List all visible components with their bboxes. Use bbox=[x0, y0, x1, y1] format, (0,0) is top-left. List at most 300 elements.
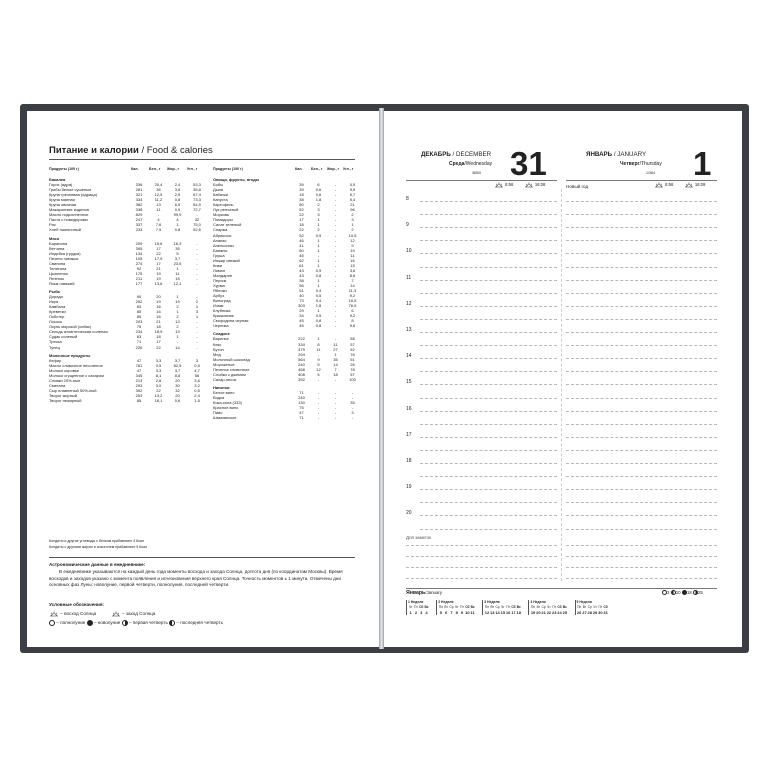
fat-value: 23,5 bbox=[173, 260, 182, 266]
protein-value: 1 bbox=[317, 282, 320, 288]
carbs-value: 5,7 bbox=[349, 192, 356, 198]
col2-header-name: Продукты (100 г) bbox=[213, 167, 243, 171]
food-name: Цыпленок bbox=[49, 270, 68, 276]
writing-line[interactable] bbox=[566, 201, 717, 202]
writing-line[interactable] bbox=[566, 450, 717, 451]
writing-line[interactable] bbox=[566, 489, 717, 490]
mini-day[interactable]: 19 bbox=[530, 609, 536, 615]
notes-line[interactable] bbox=[406, 556, 557, 557]
food-name: Индейка (грудка) bbox=[49, 250, 81, 256]
protein-value: 1 bbox=[317, 237, 320, 243]
food-name: Варенье bbox=[213, 336, 229, 342]
food-name: Молоко коровье bbox=[49, 367, 80, 373]
writing-line[interactable] bbox=[566, 437, 717, 438]
protein-value: 2 bbox=[317, 202, 320, 208]
fat-value: - bbox=[334, 313, 337, 319]
fat-value: 0,8 bbox=[174, 197, 181, 203]
writing-line[interactable] bbox=[566, 293, 717, 294]
protein-value: 22 bbox=[156, 344, 161, 350]
sunset-icon bbox=[111, 611, 121, 617]
protein-value: 2 bbox=[317, 227, 320, 233]
food-name: Киви bbox=[213, 262, 222, 268]
mini-day[interactable]: 12 bbox=[484, 609, 490, 615]
kcal-value: 46 bbox=[299, 237, 304, 243]
protein-value: 17 bbox=[156, 260, 161, 266]
writing-line[interactable] bbox=[420, 529, 557, 530]
category-label: Сладкое bbox=[213, 331, 230, 337]
mini-day[interactable]: 16 bbox=[505, 609, 511, 615]
writing-line[interactable] bbox=[420, 345, 557, 346]
title-ru: Питание и калории bbox=[49, 145, 139, 156]
kcal-value: 47 bbox=[136, 367, 142, 373]
legend-full-label: – полнолуние bbox=[56, 620, 86, 626]
kcal-value: 47 bbox=[136, 357, 142, 363]
col1-header-kcal: Кал. bbox=[131, 167, 139, 171]
kcal-value: 56 bbox=[299, 282, 304, 288]
notes-line[interactable] bbox=[406, 545, 557, 546]
mini-day[interactable]: 25 bbox=[562, 609, 568, 615]
writing-line[interactable] bbox=[566, 398, 717, 399]
food-name: Творог нежирный bbox=[49, 397, 82, 403]
weekday-abbr: Вс bbox=[516, 604, 521, 609]
title-en: / Food & calories bbox=[141, 145, 213, 156]
mini-day[interactable]: 4 bbox=[425, 609, 428, 615]
kcal-value: 479 bbox=[298, 346, 305, 352]
kcal-value: 92 bbox=[136, 265, 142, 271]
writing-line[interactable] bbox=[566, 240, 717, 241]
fat-value: - bbox=[334, 410, 337, 416]
writing-line[interactable] bbox=[420, 476, 557, 477]
fat-value: 18 bbox=[333, 371, 338, 377]
carbs-value: 7 bbox=[351, 277, 354, 283]
kcal-value: 39 bbox=[299, 187, 304, 193]
fat-value: - bbox=[334, 277, 337, 283]
mini-day[interactable]: 7 bbox=[450, 609, 453, 615]
mini-day[interactable]: 2 bbox=[414, 609, 418, 615]
dec-month-ru: ДЕКАБРЬ bbox=[421, 151, 451, 158]
right-page bbox=[384, 111, 742, 647]
mini-day[interactable]: 14 bbox=[495, 609, 500, 615]
jan-weekday-en: /Thursday bbox=[639, 161, 662, 167]
mini-day[interactable]: 21 bbox=[541, 609, 546, 615]
protein-value: 7,6 bbox=[155, 222, 162, 228]
food-name: Икра bbox=[49, 299, 59, 305]
protein-value: - bbox=[317, 415, 320, 421]
hour-label: 19 bbox=[406, 484, 412, 491]
carbs-value: 0,5 bbox=[194, 362, 200, 368]
protein-value: 0,9 bbox=[315, 232, 322, 238]
protein-value: 7,9 bbox=[155, 227, 162, 233]
writing-line[interactable] bbox=[420, 411, 557, 412]
writing-line[interactable] bbox=[420, 384, 557, 385]
writing-line[interactable] bbox=[566, 267, 717, 268]
mini-day[interactable]: 3 bbox=[420, 609, 423, 615]
sunset-icon bbox=[524, 182, 534, 188]
carbs-value: 15 bbox=[350, 262, 355, 268]
legend-sun-row bbox=[49, 611, 155, 617]
dec-weekday bbox=[449, 161, 492, 167]
category-label: Овощи, фрукты, ягоды bbox=[213, 177, 260, 182]
kcal-value: 75 bbox=[136, 324, 142, 330]
kcal-value: 252 bbox=[135, 299, 143, 305]
writing-line[interactable] bbox=[566, 319, 717, 320]
hour-label: 12 bbox=[406, 300, 412, 307]
col2-header-kcal: Кал. bbox=[295, 167, 303, 171]
kcal-value: 392 bbox=[298, 376, 305, 382]
writing-line[interactable] bbox=[566, 358, 717, 359]
jan-holiday-note: Новый год bbox=[566, 184, 589, 189]
carbs-value: 19 bbox=[350, 247, 355, 253]
carbs-value: 14 bbox=[350, 282, 355, 288]
mini-day[interactable]: 27 bbox=[582, 609, 587, 615]
writing-line[interactable] bbox=[420, 332, 557, 333]
mini-day[interactable]: 30 bbox=[598, 609, 603, 615]
kcal-value: 392 bbox=[135, 387, 143, 393]
fat-value: 1 bbox=[334, 351, 337, 357]
carbs-value: - bbox=[196, 240, 198, 246]
kcal-value: 29 bbox=[299, 308, 304, 314]
carbs-value: 9,2 bbox=[349, 293, 356, 299]
carbs-value: 9,5 bbox=[349, 187, 356, 193]
fat-value: 11 bbox=[333, 341, 338, 347]
writing-line[interactable] bbox=[420, 371, 557, 372]
carbs-value: - bbox=[351, 415, 354, 421]
protein-value: 36 bbox=[156, 187, 161, 193]
carbs-value: 57 bbox=[350, 341, 355, 347]
kcal-value: 90 bbox=[136, 294, 142, 300]
food-name: Креветки bbox=[49, 309, 66, 315]
carbs-value: 2 bbox=[351, 227, 354, 233]
kcal-value: 274 bbox=[135, 260, 143, 266]
writing-line[interactable] bbox=[420, 319, 557, 320]
fat-value: - bbox=[334, 222, 337, 228]
hour-label: 11 bbox=[406, 274, 412, 281]
mini-day[interactable]: 15 bbox=[500, 609, 506, 615]
protein-value: 12,5 bbox=[154, 192, 163, 198]
writing-line[interactable] bbox=[420, 201, 557, 202]
jan-weekday-ru: Четверг bbox=[620, 161, 640, 167]
food-name: Капуста bbox=[213, 197, 228, 203]
food-name: Ветчина bbox=[49, 245, 65, 251]
kcal-value: 80 bbox=[299, 247, 304, 253]
mini-day[interactable]: 9 bbox=[460, 609, 464, 615]
food-name: Горох (ядра) bbox=[49, 182, 73, 188]
carbs-value: 3,6 bbox=[194, 377, 200, 383]
fat-value: - bbox=[334, 336, 337, 342]
carbs-value: 16 bbox=[350, 257, 355, 263]
writing-line[interactable] bbox=[566, 306, 717, 307]
mini-day[interactable]: 18 bbox=[516, 609, 521, 615]
writing-line[interactable] bbox=[566, 529, 717, 530]
kcal-value: 52 bbox=[299, 207, 304, 213]
fat-value: - bbox=[334, 308, 337, 314]
carbs-value: - bbox=[351, 394, 354, 400]
fat-value: 2 bbox=[176, 314, 179, 320]
protein-value: - bbox=[317, 351, 320, 357]
fat-value: - bbox=[334, 405, 337, 411]
protein-value: 18,1 bbox=[154, 397, 163, 403]
food-name: Кока-кола (333) bbox=[213, 400, 242, 406]
mini-day[interactable]: 28 bbox=[587, 609, 592, 615]
sunrise-icon bbox=[49, 611, 59, 617]
kcal-value: 45 bbox=[299, 318, 304, 324]
weekday-abbr: Ср bbox=[587, 604, 592, 609]
mini-day[interactable]: 31 bbox=[603, 609, 608, 615]
kcal-value: 233 bbox=[135, 227, 143, 233]
protein-value: 11 bbox=[156, 207, 161, 213]
writing-line[interactable] bbox=[420, 424, 557, 425]
food-name: Слойки с джемом bbox=[213, 371, 246, 377]
carbs-value: 11 bbox=[350, 252, 355, 258]
protein-value: 11,2 bbox=[154, 197, 163, 203]
mini-day[interactable]: 26 bbox=[576, 609, 582, 615]
food-name: Сливки 20%-ные bbox=[49, 377, 81, 383]
writing-line[interactable] bbox=[420, 306, 557, 307]
weekday-abbr: Ср bbox=[541, 604, 546, 609]
writing-line[interactable] bbox=[420, 437, 557, 438]
food-name: Судак соленый bbox=[49, 334, 78, 340]
carbs-value: - bbox=[196, 329, 198, 335]
mini-day[interactable]: 11 bbox=[470, 609, 475, 615]
protein-value: 0,6 bbox=[315, 187, 322, 193]
mini-day[interactable]: 10 bbox=[465, 609, 470, 615]
fat-value: 2,4 bbox=[174, 182, 181, 188]
mini-week bbox=[406, 600, 429, 615]
carbs-value: 8 bbox=[351, 318, 354, 324]
writing-line[interactable] bbox=[420, 267, 557, 268]
weekday-abbr: Чт bbox=[593, 604, 597, 609]
kcal-value: 337 bbox=[135, 222, 143, 228]
protein-value: 3,3 bbox=[155, 357, 162, 363]
carbs-value: 10,5 bbox=[348, 232, 357, 238]
category-label: Бакалея bbox=[49, 177, 66, 182]
food-name: Мандарин bbox=[213, 272, 233, 278]
food-name: Бобы bbox=[213, 182, 224, 188]
protein-value: 1 bbox=[317, 217, 320, 223]
kcal-value: 395 bbox=[135, 245, 143, 251]
fat-value: 14 bbox=[175, 344, 180, 350]
protein-value: 6 bbox=[317, 182, 320, 188]
fat-value: - bbox=[334, 257, 337, 263]
writing-line[interactable] bbox=[420, 214, 557, 215]
protein-value: 0,4 bbox=[315, 288, 322, 294]
protein-value: 13,6 bbox=[154, 280, 163, 286]
writing-line[interactable] bbox=[566, 502, 717, 503]
fat-value: 4 bbox=[176, 217, 179, 223]
kcal-value: 203 bbox=[135, 319, 143, 325]
protein-value: - bbox=[317, 405, 320, 411]
fat-value: 2,5 bbox=[174, 192, 181, 198]
jan-sunset: 16:09 bbox=[694, 182, 706, 188]
writing-line[interactable] bbox=[566, 515, 717, 516]
carbs-value: 53,3 bbox=[193, 182, 201, 188]
carbs-value: 73,3 bbox=[193, 197, 201, 203]
carbs-value: 75,0 bbox=[193, 222, 201, 228]
notes-line[interactable] bbox=[406, 578, 557, 579]
mini-day[interactable]: 8 bbox=[455, 609, 458, 615]
sunrise-icon bbox=[494, 182, 504, 188]
hour-label: 10 bbox=[406, 248, 412, 255]
protein-value: 5 bbox=[317, 361, 320, 367]
mini-day[interactable]: 13 bbox=[490, 609, 495, 615]
protein-value: 4 bbox=[157, 217, 160, 223]
writing-line[interactable] bbox=[566, 332, 717, 333]
hour-label: 16 bbox=[406, 405, 412, 412]
kcal-value: 85 bbox=[136, 309, 142, 315]
writing-line[interactable] bbox=[566, 476, 717, 477]
mini-day[interactable]: 24 bbox=[557, 609, 562, 615]
carbs-value: - bbox=[196, 245, 198, 251]
food-name: Черника bbox=[213, 323, 229, 329]
mini-title-en: /January bbox=[425, 590, 443, 595]
week-label: 1 Неделя bbox=[408, 600, 424, 604]
kcal-value: 334 bbox=[298, 341, 305, 347]
fat-value: - bbox=[334, 415, 337, 421]
mini-day[interactable]: 6 bbox=[445, 609, 448, 615]
writing-line[interactable] bbox=[566, 214, 717, 215]
writing-line[interactable] bbox=[420, 293, 557, 294]
fat-value: - bbox=[334, 389, 337, 395]
phase-last-date: 10 bbox=[675, 590, 681, 595]
carbs-value: 67,4 bbox=[193, 192, 201, 198]
protein-value: 20,4 bbox=[154, 182, 163, 188]
notes-line[interactable] bbox=[566, 578, 717, 579]
food-name: Шампанское bbox=[213, 415, 237, 421]
mini-day[interactable]: 1 bbox=[409, 609, 412, 615]
fat-value: - bbox=[334, 298, 337, 304]
protein-value: 21 bbox=[156, 319, 161, 325]
writing-line[interactable] bbox=[566, 371, 717, 372]
writing-line[interactable] bbox=[566, 411, 717, 412]
food-name: Спаржа bbox=[213, 227, 228, 233]
kcal-value: 213 bbox=[135, 377, 143, 383]
weekday-abbr: Сб bbox=[511, 604, 516, 609]
carbs-value: 12 bbox=[350, 237, 355, 243]
protein-value: 22 bbox=[156, 387, 161, 393]
fat-value: 1 bbox=[176, 309, 179, 315]
protein-value: 2,8 bbox=[155, 377, 162, 383]
notes-line[interactable] bbox=[406, 567, 557, 568]
writing-line[interactable] bbox=[420, 240, 557, 241]
legend-last-label: – последняя четверть bbox=[176, 620, 223, 626]
writing-line[interactable] bbox=[566, 253, 717, 254]
writing-line[interactable] bbox=[420, 358, 557, 359]
carbs-value: 64,9 bbox=[193, 202, 201, 208]
kcal-value: 22 bbox=[299, 212, 304, 218]
notes-label: Для заметок bbox=[406, 535, 432, 540]
food-name: Крупа гречневая (ядрица) bbox=[49, 192, 98, 198]
dec-weekday-ru: Среда bbox=[449, 161, 465, 167]
food-name: Сельдь атлантическая соленая bbox=[49, 329, 108, 335]
mini-day[interactable]: 20 bbox=[536, 609, 541, 615]
fat-value: - bbox=[334, 400, 337, 406]
mini-day[interactable]: 5 bbox=[439, 609, 442, 615]
writing-line[interactable] bbox=[566, 384, 717, 385]
page-title bbox=[49, 145, 213, 156]
fat-value: - bbox=[334, 247, 337, 253]
legend-sunrise-label: – восход Солнца bbox=[60, 611, 97, 617]
protein-value: 0,8 bbox=[315, 323, 322, 329]
writing-line[interactable] bbox=[420, 253, 557, 254]
col2-header-carb: Угл., г bbox=[343, 167, 354, 171]
notes-line[interactable] bbox=[566, 556, 717, 557]
food-name: Мороженое bbox=[213, 361, 235, 367]
food-name: Хлеб пшеничный bbox=[49, 227, 82, 233]
carbs-value: 3 bbox=[351, 217, 354, 223]
fat-value: - bbox=[334, 318, 337, 324]
fat-value: 2 bbox=[176, 324, 179, 330]
writing-line[interactable] bbox=[566, 280, 717, 281]
food-name: Сыр плавленый 50%-ный bbox=[49, 387, 97, 393]
carbs-value: 3 bbox=[195, 309, 199, 315]
writing-line[interactable] bbox=[420, 463, 557, 464]
writing-line[interactable] bbox=[566, 227, 717, 228]
protein-value: 1 bbox=[317, 262, 320, 268]
mini-day[interactable]: 22 bbox=[546, 609, 552, 615]
writing-line[interactable] bbox=[420, 398, 557, 399]
writing-line[interactable] bbox=[420, 280, 557, 281]
legend-sunset-label: – заход Солнца bbox=[122, 611, 156, 617]
weekday-abbr: Вт bbox=[444, 604, 448, 609]
carbs-value: 72,7 bbox=[193, 207, 201, 213]
protein-value: 16 bbox=[156, 309, 161, 315]
week-label: 2 Неделя bbox=[438, 600, 454, 604]
writing-line[interactable] bbox=[566, 345, 717, 346]
notes-line[interactable] bbox=[566, 545, 717, 546]
protein-value: 18,9 bbox=[154, 329, 163, 335]
food-name: Грибы белые сушеные bbox=[49, 187, 92, 193]
carbs-value: - bbox=[351, 389, 354, 395]
hour-label: 20 bbox=[406, 510, 412, 517]
food-name: Ягненок bbox=[49, 275, 64, 281]
food-name: Лобстер bbox=[49, 314, 65, 320]
fat-value: - bbox=[334, 227, 337, 233]
fat-value: - bbox=[334, 187, 337, 193]
kcal-value: 336 bbox=[135, 182, 143, 188]
writing-line[interactable] bbox=[566, 463, 717, 464]
jan-sunrise: 8:56 bbox=[665, 182, 674, 188]
kcal-value: 40 bbox=[299, 293, 304, 299]
weekday-abbr: Чт bbox=[547, 604, 551, 609]
writing-line[interactable] bbox=[420, 227, 557, 228]
mini-day[interactable]: 29 bbox=[592, 609, 598, 615]
writing-line[interactable] bbox=[420, 515, 557, 516]
jan-month-ru: ЯНВАРЬ bbox=[586, 151, 613, 158]
kcal-value: 240 bbox=[298, 361, 305, 367]
fat-value: 1 bbox=[176, 334, 179, 340]
kcal-value: 253 bbox=[135, 392, 143, 398]
protein-value: 1,8 bbox=[315, 303, 322, 309]
weekday-abbr: Сб bbox=[465, 604, 470, 609]
protein-value: 0,5 bbox=[315, 313, 322, 319]
carbs-value: 6 bbox=[351, 308, 354, 314]
mini-day[interactable]: 23 bbox=[552, 609, 557, 615]
mini-day[interactable]: 17 bbox=[511, 609, 516, 615]
writing-line[interactable] bbox=[420, 489, 557, 490]
writing-line[interactable] bbox=[566, 424, 717, 425]
protein-value: 16 bbox=[156, 314, 161, 320]
writing-line[interactable] bbox=[420, 450, 557, 451]
weekday-abbr: Пн bbox=[577, 604, 582, 609]
writing-line[interactable] bbox=[420, 502, 557, 503]
food-name: Салат зеленый bbox=[213, 222, 242, 228]
notes-line[interactable] bbox=[566, 567, 717, 568]
food-name: Кекс bbox=[213, 341, 222, 347]
weekday-abbr: Чт bbox=[454, 604, 459, 609]
protein-value: 3,3 bbox=[155, 367, 162, 373]
kcal-value: 85 bbox=[136, 314, 142, 320]
hour-label: 9 bbox=[406, 222, 409, 229]
